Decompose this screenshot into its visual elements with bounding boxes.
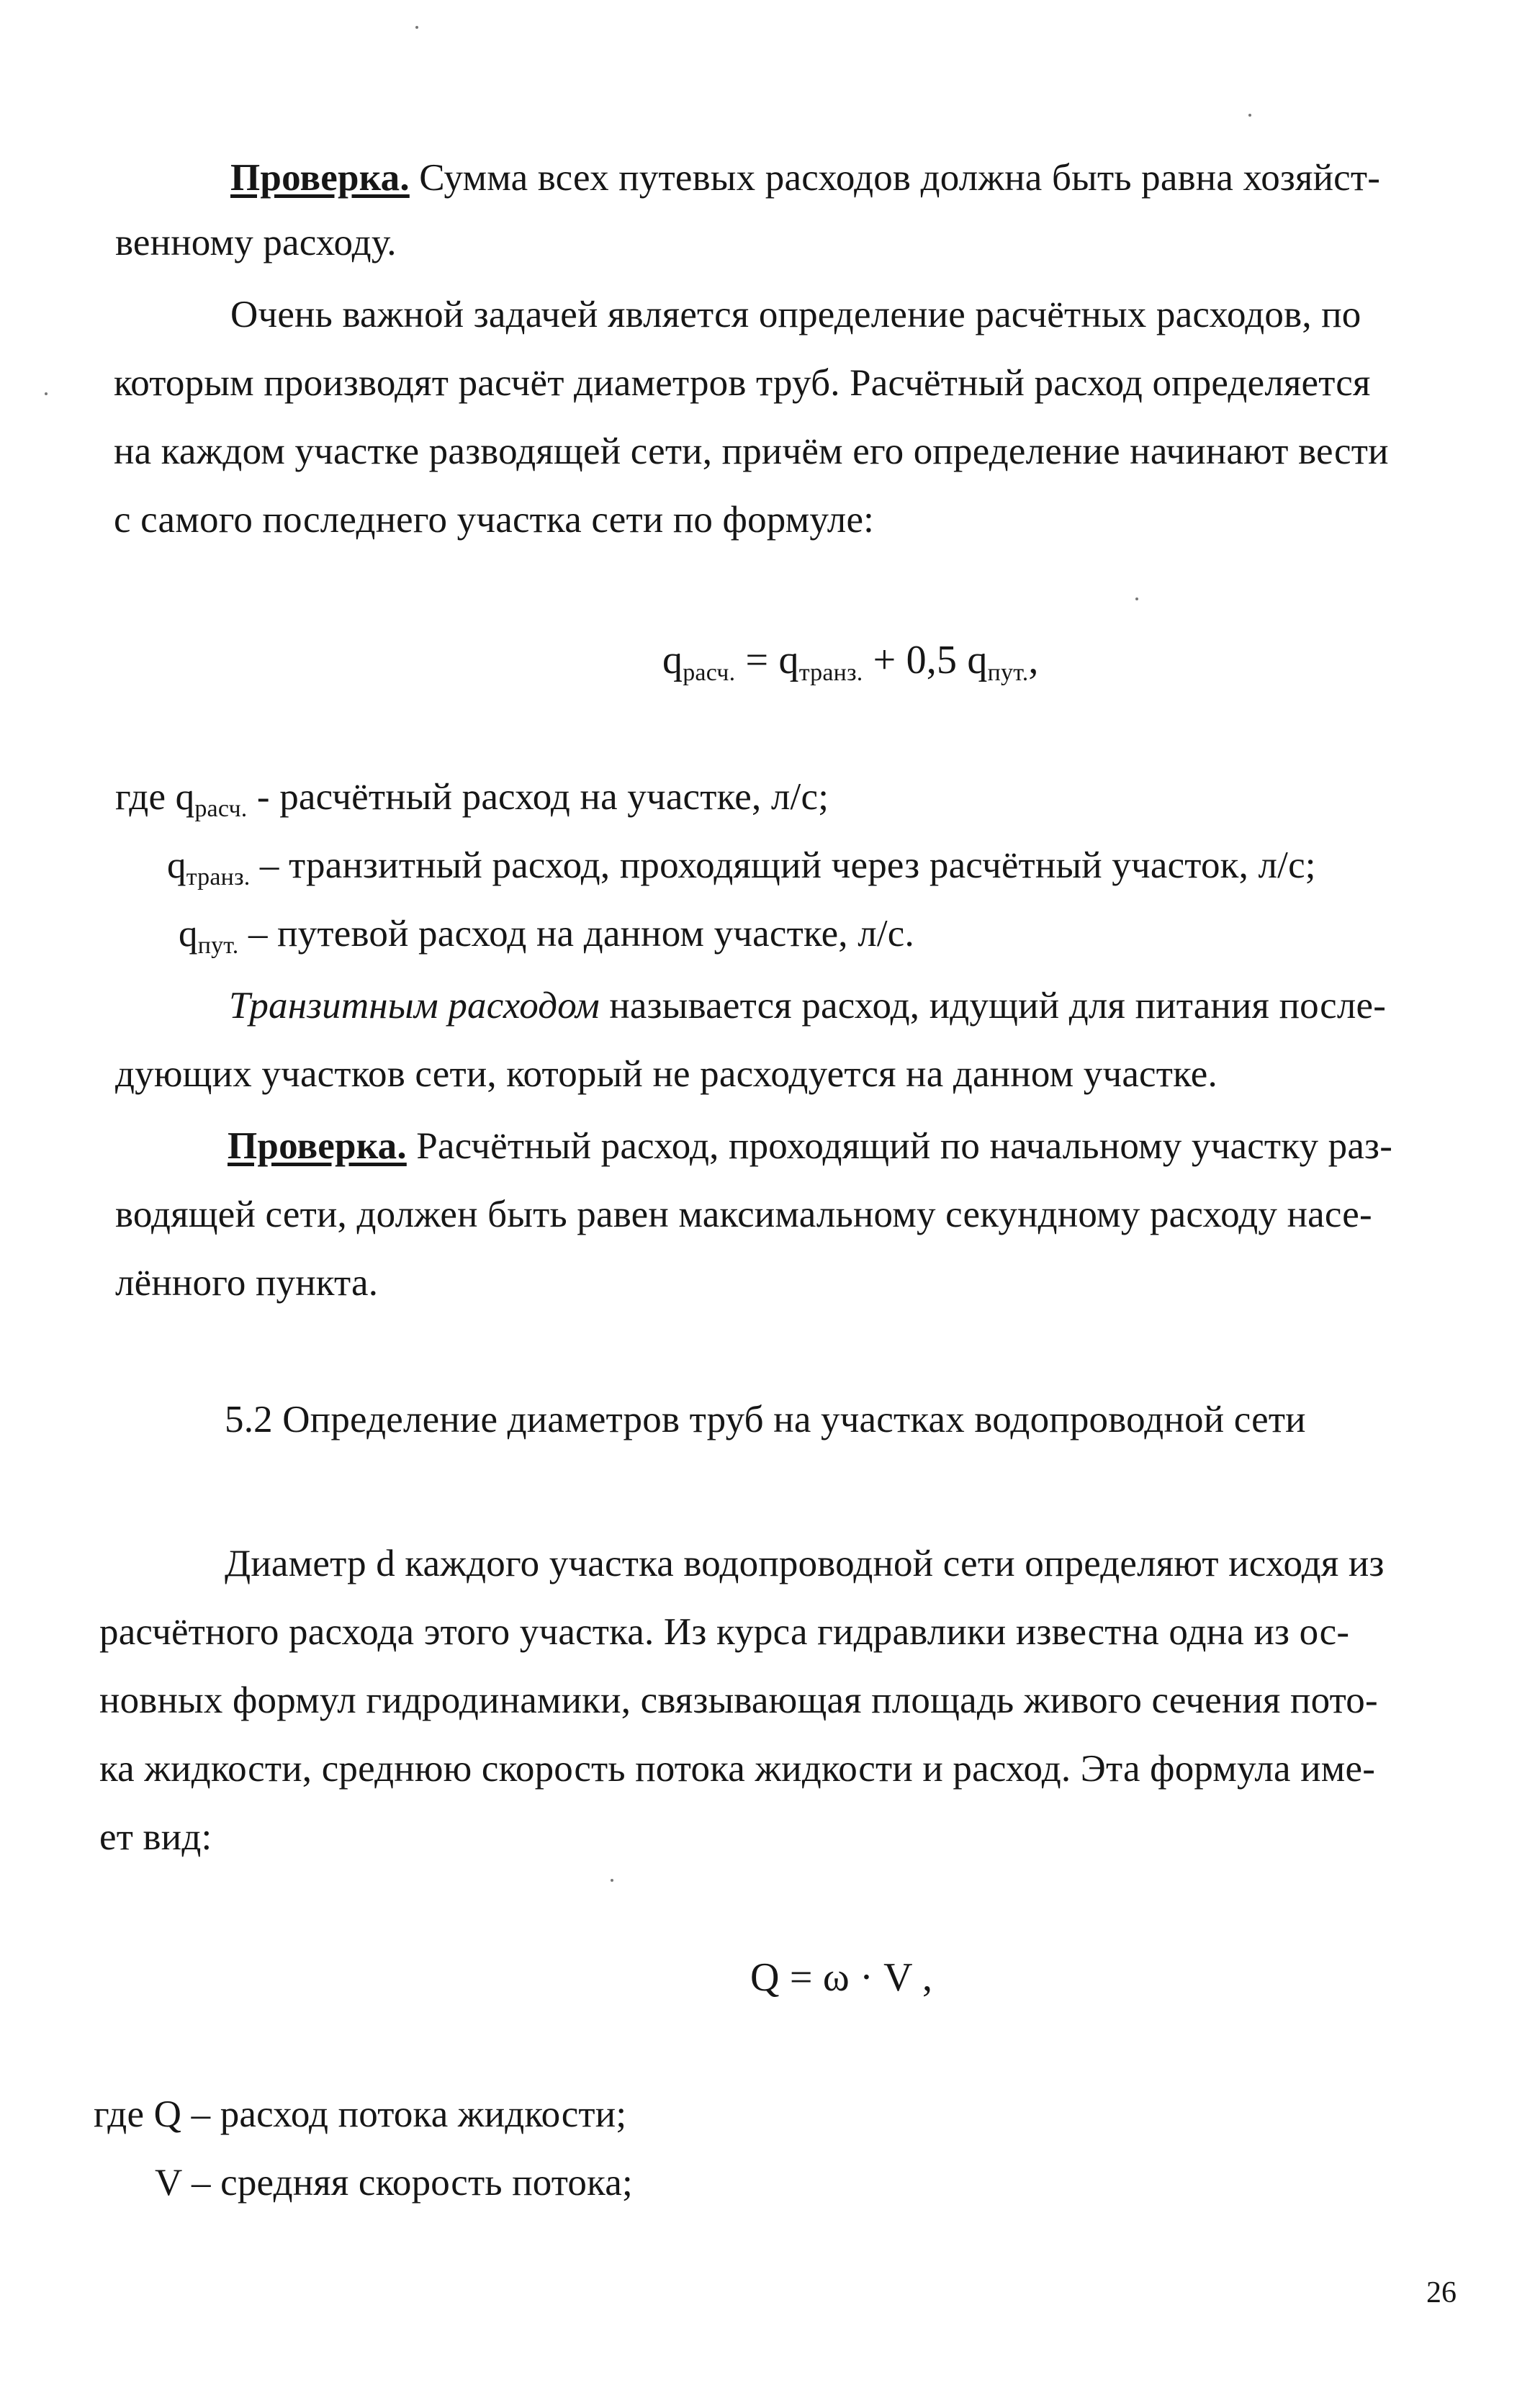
check-label-2: Проверка. xyxy=(228,1125,407,1167)
para5-line5: ет вид: xyxy=(99,1816,212,1858)
scan-speck xyxy=(45,392,48,395)
para4-line2: водящей сети, должен быть равен максимальному секундному расходу насе- xyxy=(115,1194,1372,1235)
para5-line4: ка жидкости, среднюю скорость потока жидкости и расход. Эта формула име- xyxy=(99,1748,1376,1790)
legend1-line2: $q_{транз.}$ – транзитный расход, проходящий через расчётный участок, л/с; xyxy=(167,844,1316,890)
sub-put: пут. xyxy=(987,659,1029,686)
scan-speck xyxy=(1248,114,1251,117)
formula-flow-rate: Q = ω · V , xyxy=(750,1955,933,2000)
legend1-line1: где $q_{расч.}$ - расчётный расход на участке, л/с; xyxy=(115,776,829,822)
para3-line1: Транзитным расходом называется расход, идущий для питания после- xyxy=(229,985,1387,1027)
para1-line1 xyxy=(230,155,1380,201)
para2-line1: Очень важной задачей является определение расчётных расходов, по xyxy=(230,294,1361,335)
scan-speck xyxy=(611,1879,613,1882)
legend2-line1: где Q – расход потока жидкости; xyxy=(94,2093,627,2135)
transit-flow-term: Транзитным расходом xyxy=(229,985,600,1027)
scan-speck xyxy=(415,26,418,29)
para3-line2: дующих участков сети, который не расходуется на данном участке. xyxy=(115,1053,1217,1095)
formula-calc-flow: $q_{расч.} = q_{транз.} + 0,5$ $q_{пут.}$, xyxy=(662,638,1039,686)
para4-line1: Проверка. Расчётный расход, проходящий по начальному участку раз- xyxy=(228,1125,1393,1167)
para4-line3: лённого пункта. xyxy=(115,1262,379,1304)
para2-line4: с самого последнего участка сети по формуле: xyxy=(114,499,875,541)
legend1-line3: $q_{пут.}$ – путевой расход на данном участке, л/с. xyxy=(179,913,914,959)
para1-text: Сумма всех путевых расходов должна быть равна хозяйст- xyxy=(419,157,1381,199)
page-number: 26 xyxy=(1426,2276,1457,2309)
para1-line2: венному расходу. xyxy=(115,222,397,263)
para5-line3: новных формул гидродинамики, связывающая площадь живого сечения пото- xyxy=(99,1679,1378,1721)
sub-tranz: транз. xyxy=(798,659,863,686)
para5-line2: расчётного расхода этого участка. Из курса гидравлики известна одна из ос- xyxy=(99,1611,1350,1653)
section-heading: 5.2 Определение диаметров труб на участках водопроводной сети xyxy=(225,1399,1306,1440)
sub-rasch: расч. xyxy=(683,659,736,686)
check-label: Проверка. xyxy=(230,157,410,199)
para2-line2: которым производят расчёт диаметров труб. Расчётный расход определяется xyxy=(114,362,1371,404)
para5-line1: Диаметр d каждого участка водопроводной сети определяют исходя из xyxy=(225,1543,1385,1584)
para2-line3: на каждом участке разводящей сети, причём его определение начинают вести xyxy=(114,430,1389,472)
legend2-line2: V – средняя скорость потока; xyxy=(155,2162,633,2204)
scan-speck xyxy=(1135,598,1138,600)
